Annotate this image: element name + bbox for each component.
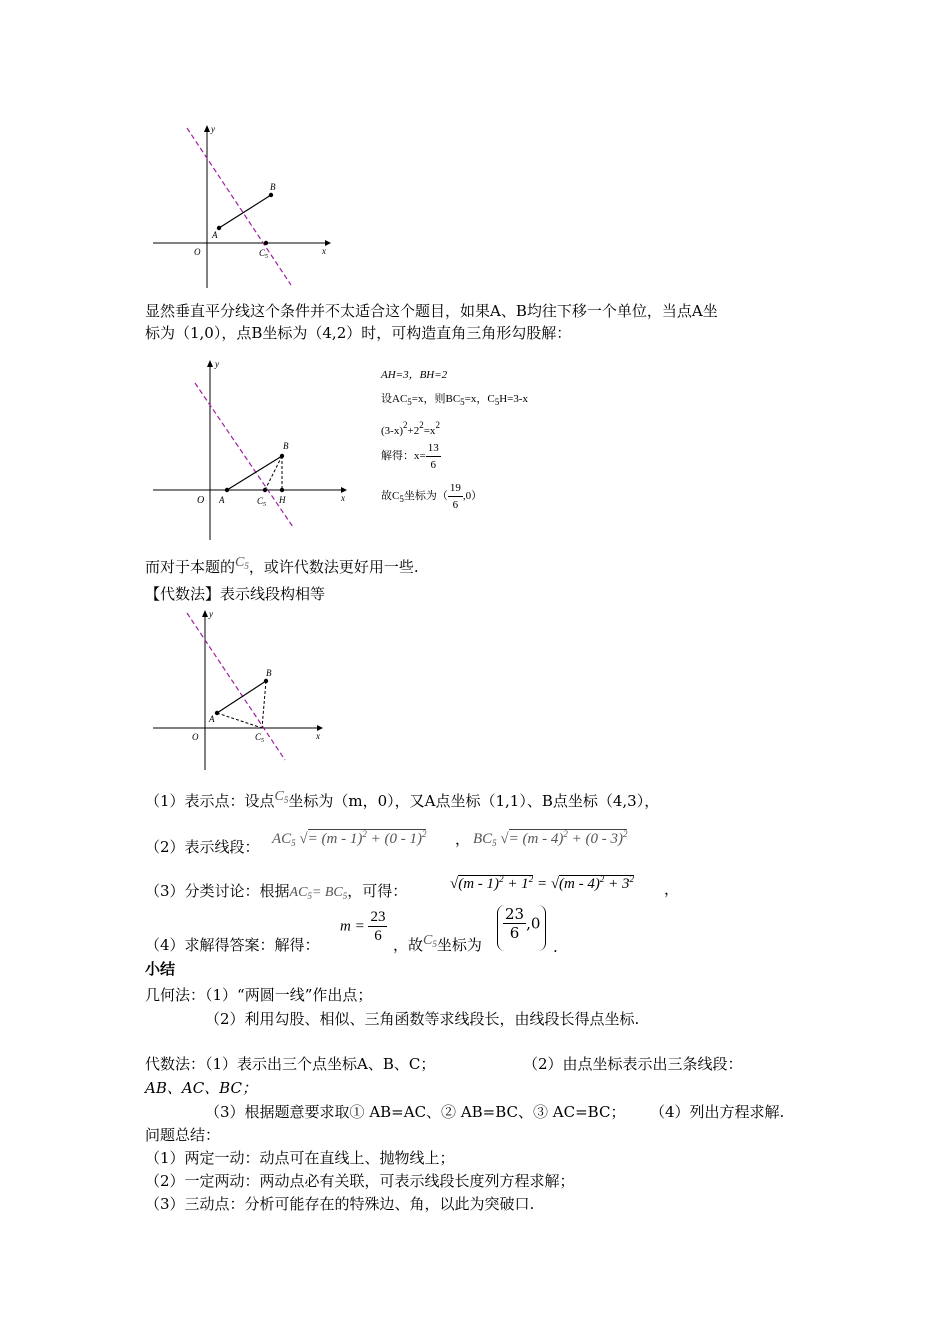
step-3: （3）分类讨论：根据$AC_5= BC_5$，可得： [145, 882, 408, 901]
perpendicular-bisector [187, 128, 291, 285]
problem-summary-title: 问题总结： [145, 1126, 221, 1144]
step-1: （1）表示点：设点$C_5$坐标为（m，0），又A点坐标（1,1）、B点坐标（4,3）， [145, 789, 660, 810]
svg-text:y: y [215, 359, 219, 369]
svg-text:O: O [197, 495, 205, 506]
bc5-formula: $BC_5$ √= (m - 4)$^2$ + (0 - 3)$^2$ [473, 829, 628, 848]
problem-summary-2: （2）一定两动：两动点必有关联，可表示线段长度列方程求解； [145, 1172, 575, 1190]
svg-text:H: H [279, 495, 286, 505]
comma: ， [664, 880, 680, 898]
svg-text:A: A [219, 495, 225, 505]
geo-method-1: 几何法：（1）“两圆一线”作出点； [145, 986, 373, 1004]
alg-method-1: 代数法：（1）表示出三个点坐标A、B、C； [145, 1055, 436, 1073]
segment-ab [227, 456, 282, 490]
figure-3 [145, 605, 335, 775]
svg-text:x: x [322, 246, 326, 256]
period: . [553, 938, 558, 956]
svg-text:C5: $C_5$ [259, 248, 269, 260]
comma: ， [455, 830, 471, 848]
problem-summary-1: （1）两定一动：动点可在直线上、抛物线上； [145, 1149, 455, 1167]
svg-text:B: B [266, 668, 272, 678]
equation: $√(m - 1)^2 + 1^2 = √(m - 4)^2 + 3^2$ [450, 874, 634, 892]
perpendicular-bisector [187, 613, 285, 760]
svg-text:B: B [283, 441, 289, 451]
svg-text:C5: $C_5$ [257, 496, 267, 508]
figure-1 [145, 120, 340, 295]
svg-text:y: y [209, 609, 213, 619]
paragraph-2: 而对于本题的$C_5$，或许代数法更好用一些. 【代数法】表示线段构相等 [145, 555, 419, 603]
segment-ab [217, 681, 266, 713]
svg-text:x: x [316, 731, 320, 741]
problem-summary-3: （3）三动点：分析可能存在的特殊边、角，以此为突破口. [145, 1195, 535, 1213]
svg-text:A: A [212, 230, 218, 240]
step-4-rest: ，故$C_5$坐标为 [393, 933, 482, 954]
side-calculation: AH=3，BH=2 设$AC_5=x$，则$BC_5=x$，$C_5H=3-x$ $(3-x)^2+2^2=x^2$ 解得：x= $\frac{13}{6}$ 故$C_5$坐标为（ $\frac{19}{6}$ ,0） [381, 369, 529, 511]
c5-coordinate: $\frac{23}{6}$ ,0 [497, 905, 546, 951]
segment-bc5 [262, 681, 266, 728]
svg-text:C5: $C_5$ [255, 732, 265, 744]
figure-2 [145, 355, 355, 545]
svg-text:y: y [211, 124, 215, 134]
alg-method-4: （4）列出方程求解. [650, 1103, 785, 1121]
svg-text:x: x [341, 493, 345, 503]
step-2: （2）表示线段： [145, 838, 260, 856]
alg-method-2: （2）由点坐标表示出三条线段： [523, 1055, 743, 1073]
svg-text:B: B [270, 182, 276, 192]
segment-ab [219, 195, 271, 228]
geo-method-2: （2）利用勾股、相似、三角函数等求线段长，由线段长得点坐标. [205, 1010, 640, 1028]
alg-segments: AB、AC、BC； [145, 1079, 257, 1097]
svg-text:A: A [209, 714, 215, 724]
summary-title: 小结 [145, 960, 176, 978]
paragraph-1: 显然垂直平分线这个条件并不太适合这个题目，如果A、B均往下移一个单位，当点A坐 标为（1,0），点B坐标为（4,2）时，可构造直角三角形勾股解： [145, 302, 718, 342]
step-4-label: （4）求解得答案：解得： [145, 936, 320, 954]
m-value: m = $\frac{23}{6}$ [340, 909, 386, 944]
svg-text:O: O [194, 247, 201, 257]
svg-text:O: O [192, 732, 199, 742]
alg-method-3: （3）根据题意要求取① AB=AC、② AB=BC、③ AC=BC； [205, 1103, 626, 1121]
ac5-formula: $AC_5$ √= (m - 1)$^2$ + (0 - 1)$^2$ [272, 829, 427, 848]
